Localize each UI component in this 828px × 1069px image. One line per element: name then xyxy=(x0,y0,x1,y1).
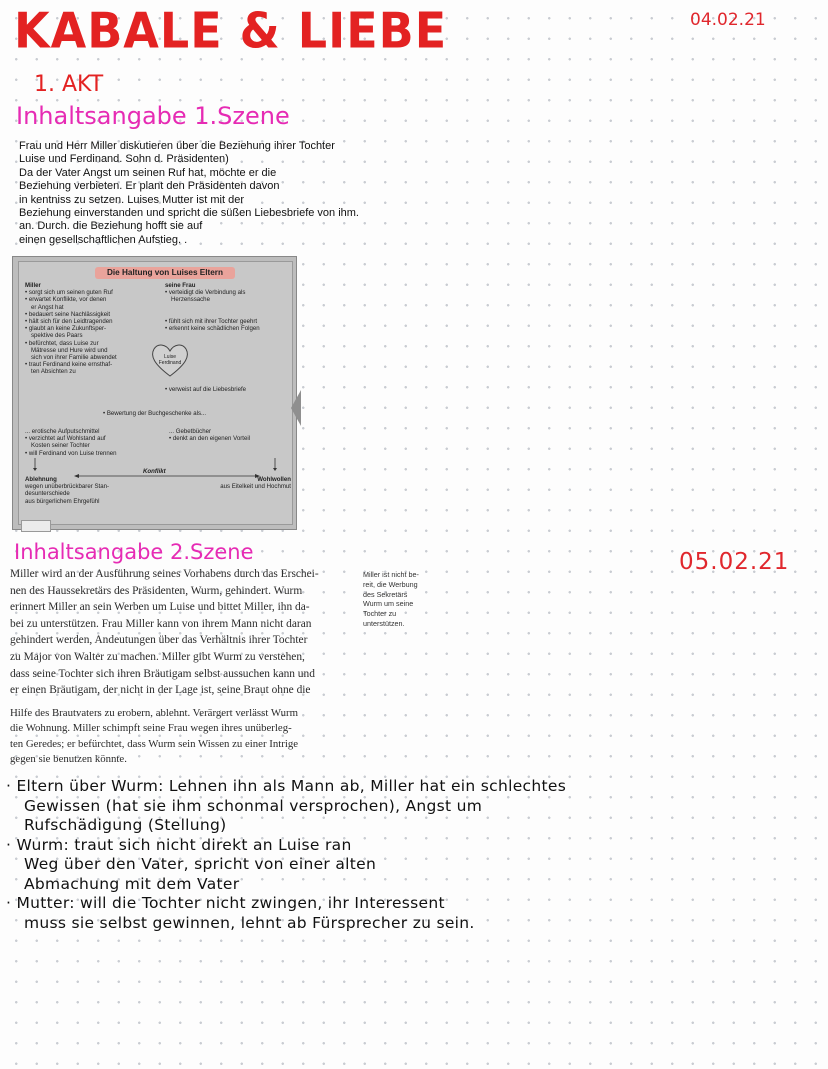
note-line: Wurm um seine xyxy=(363,599,414,609)
summary-line: Beziehung verbieten. Er plant den Präsidenten davon xyxy=(19,180,280,193)
list-item: Herzenssache xyxy=(171,296,210,304)
summary-line: in kentniss zu setzen. Luises Mutter ist mit der xyxy=(19,193,244,206)
scene-2-summary xyxy=(10,566,350,699)
list-item: Mätresse und Hure wird und xyxy=(31,346,108,354)
note-line: Weg über den Vater, spricht von einer alten xyxy=(24,855,377,873)
list-item: • traut Ferdinand keine ernsthaf- xyxy=(25,361,113,369)
note-line: Miller ist nicht be- xyxy=(363,570,419,579)
summary-line: einen gesellschaftlichen Aufstieg. . xyxy=(19,233,188,246)
summary-line: Da der Vater Angst um seinen Ruf hat, möchte er die xyxy=(19,166,277,179)
list-item: • erkennt keine schädlichen Folgen xyxy=(165,325,260,333)
list-item: wegen unüberbrückbarer Stan- xyxy=(25,483,110,491)
list-item: ... Gebetbücher xyxy=(169,428,212,435)
summary-line: die Wohnung. Miller schimpft seine Frau wegen ihres unüberleg- xyxy=(10,722,292,735)
heart-icon xyxy=(150,342,190,378)
list-item: ... erotische Aufputschmittel xyxy=(25,428,100,435)
summary-line: gegen sie benutzen könnte. xyxy=(10,753,127,766)
scan-edge-arrow-icon xyxy=(291,390,301,426)
page-title: KABALE & LIEBE xyxy=(14,2,448,60)
list-item: • bedauert seine Nachlässigkeit xyxy=(25,310,111,318)
miller-heading: Miller xyxy=(25,282,41,289)
handwritten-notes xyxy=(6,777,566,933)
scanned-diagram xyxy=(12,256,297,530)
list-item: • will Ferdinand von Luise trennen xyxy=(25,449,117,457)
list-item: spektive des Paars xyxy=(31,332,83,340)
wife-column xyxy=(165,282,290,304)
wife-heading: seine Frau xyxy=(165,282,196,289)
wife-lower xyxy=(169,428,294,442)
evaluation-line: • Bewertung der Buchgeschenke als... xyxy=(103,410,207,417)
summary-line: Hilfe des Brautvaters zu erobern, ablehnt. Verärgert verlässt Wurm xyxy=(10,707,298,719)
note-line: unterstützen. xyxy=(363,618,405,628)
note-bullet: · Eltern über Wurm: Lehnen ihn als Mann ab, Miller hat ein schlechtes xyxy=(6,777,567,795)
summary-line: Luise und Ferdinand. Sohn d. Präsidenten) xyxy=(19,153,229,166)
summary-line: erinnert Miller an sein Werben um Luise und bittet Miller, ihn da- xyxy=(10,601,310,614)
scan-tab xyxy=(21,520,51,532)
list-item: • verteidigt die Verbindung als xyxy=(165,289,246,297)
list-item: aus Eitelkeit und Hochmut xyxy=(220,483,291,491)
act-heading: 1. AKT xyxy=(34,72,104,97)
miller-lower xyxy=(25,428,160,457)
note-line: muss sie selbst gewinnen, lehnt ab Fürsprecher zu sein. xyxy=(24,913,475,932)
date-first: 04.02.21 xyxy=(690,10,766,30)
summary-line: zu Major von Walter zu machen. Miller gibt Wurm zu verstehen, xyxy=(10,650,305,663)
rejection-block xyxy=(25,476,165,505)
note-line: Gewissen (hat sie ihm schonmal versprochen), Angst um xyxy=(24,796,483,815)
note-bullet: · Wurm: traut sich nicht direkt an Luise ran xyxy=(6,835,352,854)
summary-line: ten Geredes; er befürchtet, dass Wurm sein Wissen zu einer Intrige xyxy=(10,737,299,750)
list-item: Kosten seiner Tochter xyxy=(31,442,90,450)
date-second: 05.02.21 xyxy=(679,549,790,575)
goodwill-heading: Wohlwollen xyxy=(257,476,291,483)
summary-line: Beziehung einverstanden und spricht die süßen Liebesbriefe von ihm. xyxy=(19,207,359,220)
summary-line: dass seine Tochter sich ihren Bräutigam selbst aussuchen kann und xyxy=(10,667,315,680)
note-line: Tochter zu xyxy=(363,609,397,619)
summary-line: Frau und Herr Miller diskutieren über die Beziehung ihrer Tochter xyxy=(19,140,335,152)
scene-2-heading: Inhaltsangabe 2.Szene xyxy=(14,540,254,564)
summary-line: er einen Bräutigam, der nicht in der Lage ist, seine Braut ohne die xyxy=(10,684,311,697)
note-bullet: · Mutter: will die Tochter nicht zwingen, ihr Interessent xyxy=(6,894,445,912)
list-item: • fühlt sich mit ihrer Tochter geehrt xyxy=(165,318,258,325)
note-line: Rufschädigung (Stellung) xyxy=(24,816,227,834)
rejection-heading: Ablehnung xyxy=(25,476,57,483)
list-item: • hält sich für den Leidtragenden xyxy=(25,318,113,326)
list-item: desunterschiede xyxy=(25,490,70,498)
summary-line: bei zu unterstützen. Frau Miller kann von ihrem Mann nicht daran xyxy=(10,617,312,630)
summary-line: Miller wird an der Ausführung seines Vorhabens durch das Erschei- xyxy=(10,568,319,580)
list-item: • verweist auf die Liebesbriefe xyxy=(165,386,247,393)
goodwill-block xyxy=(199,476,291,490)
list-item: sich von ihrer Familie abwendet xyxy=(31,354,117,362)
heart-label-luise: Luise xyxy=(164,354,176,360)
summary-line: gehindert werden, Andeutungen über das Verhältnis ihrer Tochter xyxy=(10,634,308,647)
note-line: des Sekretärs xyxy=(363,589,408,599)
list-item: • denkt an den eigenen Vorteil xyxy=(169,435,251,443)
scene-2-summary-continued xyxy=(10,706,350,768)
note-line: Abmachung mit dem Vater xyxy=(24,874,240,893)
list-item: • glaubt an keine Zukunftsper- xyxy=(25,325,107,333)
list-item: • verzichtet auf Wohlstand auf xyxy=(25,435,106,443)
conflict-label: Konflikt xyxy=(143,468,166,475)
scene-1-summary xyxy=(19,140,419,247)
list-item: er Angst hat xyxy=(31,303,64,311)
list-item: • erwartet Konflikte, vor denen xyxy=(25,296,107,304)
margin-note xyxy=(363,570,419,629)
list-item: aus bürgerlichem Ehrgefühl xyxy=(25,497,100,505)
note-line: reit, die Werbung xyxy=(363,579,418,589)
wife-column-3 xyxy=(165,386,290,393)
diagram-title: Die Haltung von Luises Eltern xyxy=(95,267,235,279)
wife-column-2 xyxy=(165,318,290,332)
summary-line: an. Durch. die Beziehung hofft sie auf xyxy=(19,220,203,233)
list-item: • sorgt sich um seinen guten Ruf xyxy=(25,289,113,297)
miller-column xyxy=(25,282,155,376)
scene-1-heading: Inhaltsangabe 1.Szene xyxy=(16,102,290,130)
list-item: • befürchtet, dass Luise zur xyxy=(25,339,99,347)
summary-line: nen des Haussekretärs des Präsidenten, Wurm, gehindert. Wurm xyxy=(10,584,303,597)
diagram-panel xyxy=(18,261,293,525)
heart-label-ferdinand: Ferdinand xyxy=(158,360,182,366)
list-item: ten Absichten zu xyxy=(31,368,76,376)
